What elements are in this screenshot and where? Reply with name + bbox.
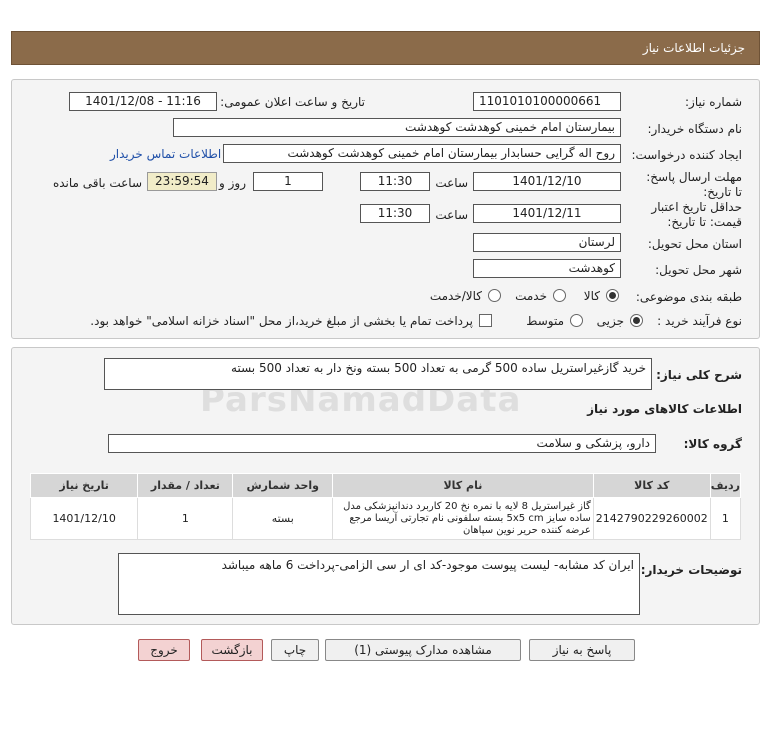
days-field: 1 [253, 172, 323, 191]
process-option-minor: جزیی [596, 314, 624, 328]
cell-name: گاز غیراستریل 8 لایه با نمره نخ 20 کاربرد دندانپزشکی مدل ساده سایز 5x5 cm بسته سلفونی نام تجارتی آریسا مرجع عرضه کننده حریر نوین سپاهان [333, 498, 594, 540]
remaining-time-field: 23:59:54 [147, 172, 217, 191]
page-title: جزئیات اطلاعات نیاز [642, 41, 745, 55]
cell-row: 1 [710, 498, 740, 540]
summary-field: خرید گازغیراستریل ساده 500 گرمی به تعداد 500 بسته ونخ دار به تعداد 500 بسته [104, 358, 652, 390]
summary-label: شرح کلی نیاز: [656, 368, 742, 382]
creator-field: روح اله گرایی حسابدار بیمارستان امام خمینی کوهدشت کوهدشت [223, 144, 621, 163]
category-label: طبقه بندی موضوعی: [635, 290, 742, 304]
deadline-time-label: ساعت [435, 176, 468, 190]
cell-date: 1401/12/10 [31, 498, 138, 540]
deadline-label: مهلت ارسال پاسخ: تا تاریخ: [646, 170, 742, 199]
cell-unit: بسته [233, 498, 333, 540]
process-option-medium: متوسط [526, 314, 564, 328]
city-field: کوهدشت [473, 259, 621, 278]
back-button[interactable]: بازگشت [201, 639, 263, 661]
col-code: کد کالا [593, 474, 710, 498]
goods-title: اطلاعات کالاهای مورد نیاز [587, 402, 742, 416]
buyer-notes-label: توضیحات خریدار: [640, 563, 742, 577]
col-date: تاریخ نیاز [31, 474, 138, 498]
buyer-org-label: نام دستگاه خریدار: [647, 122, 742, 136]
validity-date-field: 1401/12/11 [473, 204, 621, 223]
reply-button[interactable]: پاسخ به نیاز [529, 639, 635, 661]
buyer-contact-link[interactable]: اطلاعات تماس خریدار [110, 147, 222, 161]
need-number-label: شماره نیاز: [685, 95, 742, 109]
cell-qty: 1 [138, 498, 233, 540]
province-field: لرستان [473, 233, 621, 252]
validity-time-field: 11:30 [360, 204, 430, 223]
announce-label: تاریخ و ساعت اعلان عمومی: [220, 95, 365, 109]
exit-button[interactable]: خروج [138, 639, 190, 661]
cell-code: 2142790229260002 [593, 498, 710, 540]
category-radio-service[interactable] [553, 289, 566, 302]
category-option-goods: کالا [583, 289, 600, 303]
buyer-notes-field: ایران کد مشابه- لیست پیوست موجود-کد ای ار سی الزامی-پرداخت 6 ماهه میباشد [118, 553, 640, 615]
col-qty: تعداد / مقدار [138, 474, 233, 498]
need-number-field: 1101010100000661 [473, 92, 621, 111]
items-table [30, 473, 741, 540]
announce-field: 1401/12/08 - 11:16 [69, 92, 217, 111]
creator-label: ایجاد کننده درخواست: [631, 148, 742, 162]
category-option-service: خدمت [515, 289, 547, 303]
table-row [31, 498, 741, 540]
validity-label: حداقل تاریخ اعتبار قیمت: تا تاریخ: [651, 200, 742, 229]
col-unit: واحد شمارش [233, 474, 333, 498]
group-field: دارو، پزشکی و سلامت [108, 434, 656, 453]
col-name: نام کالا [333, 474, 594, 498]
city-label: شهر محل تحویل: [655, 263, 742, 277]
buyer-org-field: بیمارستان امام خمینی کوهدشت کوهدشت [173, 118, 621, 137]
remaining-label: ساعت باقی مانده [52, 176, 142, 190]
process-radio-minor[interactable] [630, 314, 643, 327]
process-radio-medium[interactable] [570, 314, 583, 327]
group-label: گروه کالا: [683, 437, 742, 451]
category-option-both: کالا/خدمت [429, 289, 482, 303]
process-label: نوع فرآیند خرید : [657, 314, 742, 328]
print-button[interactable]: چاپ [271, 639, 319, 661]
items-header-row [31, 474, 741, 498]
validity-time-label: ساعت [435, 208, 468, 222]
page-header [11, 31, 760, 65]
province-label: استان محل تحویل: [647, 237, 742, 251]
deadline-time-field: 11:30 [360, 172, 430, 191]
days-label: روز و [219, 176, 246, 190]
deadline-date-field: 1401/12/10 [473, 172, 621, 191]
treasury-checkbox[interactable] [479, 314, 492, 327]
attachments-button[interactable]: مشاهده مدارک پیوستی (1) [325, 639, 521, 661]
category-radio-goods[interactable] [606, 289, 619, 302]
col-row: ردیف [710, 474, 740, 498]
category-radio-both[interactable] [488, 289, 501, 302]
payment-note: پرداخت تمام یا بخشی از مبلغ خرید،از محل "اسناد خزانه اسلامی" خواهد بود. [90, 314, 473, 328]
